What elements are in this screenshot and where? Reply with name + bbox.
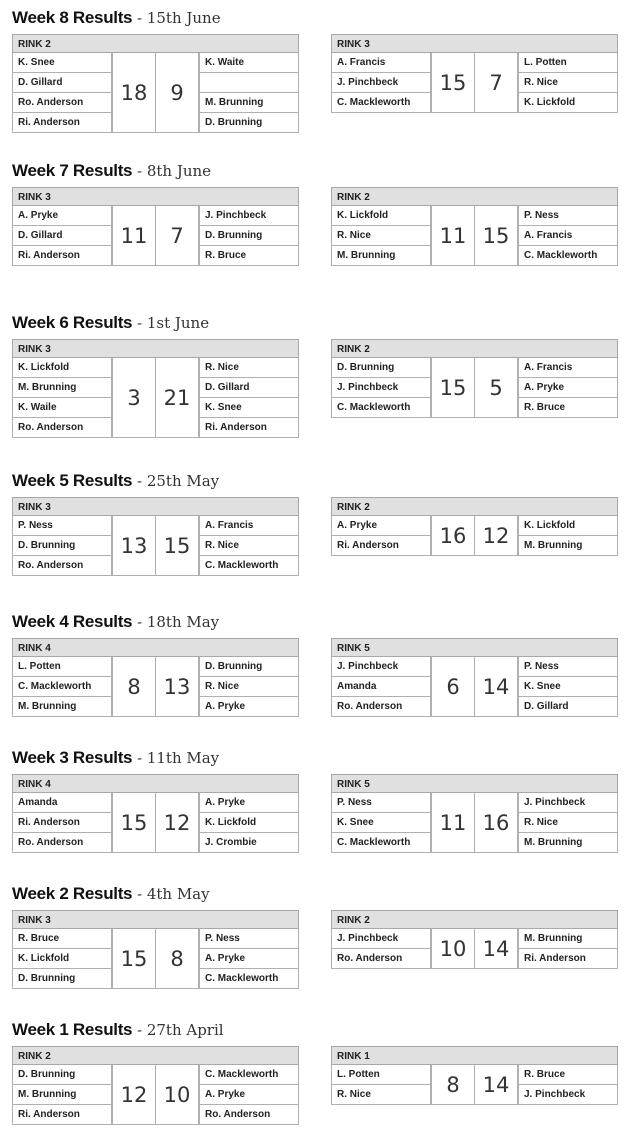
player-name: M. Brunning	[12, 697, 112, 717]
player-name: A. Pryke	[199, 697, 299, 717]
week-separator: -	[132, 885, 147, 903]
week-heading	[12, 612, 219, 633]
player-name: P. Ness	[518, 206, 618, 226]
player-name: J. Crombie	[199, 833, 299, 853]
player-name: J. Pinchbeck	[331, 657, 431, 677]
player-name: K. Snee	[331, 813, 431, 833]
player-name: R. Nice	[199, 677, 299, 697]
away-team	[518, 358, 618, 418]
player-name: R. Bruce	[12, 929, 112, 949]
week-heading	[12, 1020, 224, 1041]
player-name: R. Bruce	[199, 246, 299, 266]
home-score: 18	[112, 53, 156, 133]
rink-label: RINK 4	[12, 638, 299, 657]
home-score: 16	[431, 516, 475, 556]
away-team	[199, 793, 299, 853]
rink-card	[12, 34, 299, 133]
week-title: Week 4 Results	[12, 612, 133, 631]
player-name: Amanda	[12, 793, 112, 813]
player-name: D. Brunning	[199, 113, 299, 133]
player-name: M. Brunning	[518, 833, 618, 853]
player-name: D. Gillard	[518, 697, 618, 717]
player-name: K. Snee	[199, 398, 299, 418]
home-team	[12, 657, 112, 717]
home-team	[12, 793, 112, 853]
week-title: Week 5 Results	[12, 471, 133, 490]
player-name: Ri. Anderson	[331, 536, 431, 556]
player-name: M. Brunning	[518, 929, 618, 949]
player-name: Amanda	[331, 677, 431, 697]
away-score: 14	[475, 1065, 518, 1105]
player-name: C. Mackleworth	[199, 556, 299, 576]
away-score: 8	[156, 929, 199, 989]
away-score: 15	[475, 206, 518, 266]
home-score: 11	[431, 793, 475, 853]
player-name: R. Nice	[518, 813, 618, 833]
away-team	[518, 793, 618, 853]
week-separator: -	[132, 162, 147, 180]
home-team	[331, 793, 431, 853]
player-name: Ro. Anderson	[331, 949, 431, 969]
player-name: C. Mackleworth	[199, 1065, 299, 1085]
week-separator: -	[132, 314, 147, 332]
home-score: 12	[112, 1065, 156, 1125]
player-name: K. Waile	[12, 398, 112, 418]
player-name: L. Potten	[12, 657, 112, 677]
player-name: P. Ness	[199, 929, 299, 949]
week-date: 18th May	[146, 613, 220, 631]
away-team	[518, 53, 618, 113]
player-name: M. Brunning	[518, 536, 618, 556]
player-name: J. Pinchbeck	[331, 929, 431, 949]
rink-card	[12, 774, 299, 853]
week-separator: -	[132, 1021, 147, 1039]
player-name: Ro. Anderson	[12, 833, 112, 853]
rink-label: RINK 2	[331, 339, 618, 358]
away-score: 15	[156, 516, 199, 576]
player-name: R. Nice	[199, 536, 299, 556]
away-team	[199, 929, 299, 989]
player-name: R. Nice	[331, 226, 431, 246]
rink-body	[12, 657, 299, 717]
player-name: A. Pryke	[331, 516, 431, 536]
rink-card	[12, 497, 299, 576]
home-score: 3	[112, 358, 156, 438]
week-heading	[12, 161, 211, 182]
home-team	[12, 206, 112, 266]
home-team	[331, 53, 431, 113]
away-team	[199, 206, 299, 266]
week-separator: -	[132, 472, 147, 490]
week-heading	[12, 748, 219, 769]
player-name: K. Lickfold	[199, 813, 299, 833]
rink-label: RINK 2	[12, 34, 299, 53]
rink-body	[331, 1065, 618, 1105]
rink-label: RINK 4	[12, 774, 299, 793]
away-team	[199, 516, 299, 576]
rink-label: RINK 3	[12, 339, 299, 358]
rink-label: RINK 3	[12, 497, 299, 516]
player-name: Ri. Anderson	[12, 813, 112, 833]
player-name: C. Mackleworth	[331, 93, 431, 113]
player-name: M. Brunning	[199, 93, 299, 113]
away-score: 12	[475, 516, 518, 556]
away-score: 14	[475, 929, 518, 969]
player-name: R. Nice	[518, 73, 618, 93]
rink-body	[12, 53, 299, 133]
player-name: C. Mackleworth	[518, 246, 618, 266]
player-name: Ri. Anderson	[518, 949, 618, 969]
away-score: 9	[156, 53, 199, 133]
home-score: 11	[112, 206, 156, 266]
away-team	[199, 657, 299, 717]
away-score: 12	[156, 793, 199, 853]
home-team	[331, 929, 431, 969]
rink-card	[331, 34, 618, 113]
away-score: 21	[156, 358, 199, 438]
week-separator: -	[132, 613, 147, 631]
player-name: J. Pinchbeck	[199, 206, 299, 226]
player-name: K. Lickfold	[12, 358, 112, 378]
rink-card	[12, 187, 299, 266]
away-team	[199, 53, 299, 133]
rink-body	[12, 206, 299, 266]
away-team	[518, 929, 618, 969]
home-team	[331, 657, 431, 717]
player-name	[199, 73, 299, 93]
week-date: 8th June	[146, 162, 212, 180]
player-name: P. Ness	[12, 516, 112, 536]
player-name: A. Pryke	[518, 378, 618, 398]
week-heading	[12, 471, 219, 492]
rink-body	[12, 358, 299, 438]
player-name: D. Brunning	[12, 1065, 112, 1085]
player-name: C. Mackleworth	[12, 677, 112, 697]
away-score: 13	[156, 657, 199, 717]
player-name: M. Brunning	[12, 1085, 112, 1105]
week-separator: -	[132, 749, 147, 767]
rink-card	[331, 1046, 618, 1105]
player-name: J. Pinchbeck	[518, 793, 618, 813]
home-score: 15	[431, 53, 475, 113]
rink-label: RINK 5	[331, 638, 618, 657]
week-date: 15th June	[146, 9, 221, 27]
home-team	[331, 516, 431, 556]
home-score: 6	[431, 657, 475, 717]
player-name: J. Pinchbeck	[331, 73, 431, 93]
player-name: D. Brunning	[199, 226, 299, 246]
away-score: 10	[156, 1065, 199, 1125]
week-title: Week 6 Results	[12, 313, 133, 332]
rink-card	[331, 774, 618, 853]
rink-body	[331, 206, 618, 266]
player-name: K. Lickfold	[331, 206, 431, 226]
rink-card	[331, 497, 618, 556]
player-name: A. Pryke	[199, 793, 299, 813]
home-score: 8	[431, 1065, 475, 1105]
rink-card	[12, 638, 299, 717]
week-date: 1st June	[146, 314, 210, 332]
player-name: Ri. Anderson	[12, 1105, 112, 1125]
rink-body	[12, 929, 299, 989]
home-score: 15	[112, 793, 156, 853]
player-name: Ri. Anderson	[12, 246, 112, 266]
rink-label: RINK 3	[12, 187, 299, 206]
week-date: 25th May	[146, 472, 220, 490]
rink-label: RINK 2	[12, 1046, 299, 1065]
player-name: D. Gillard	[12, 226, 112, 246]
home-score: 10	[431, 929, 475, 969]
player-name: A. Pryke	[12, 206, 112, 226]
rink-card	[331, 638, 618, 717]
rink-body	[12, 1065, 299, 1125]
player-name: K. Waite	[199, 53, 299, 73]
away-score: 14	[475, 657, 518, 717]
rink-card	[331, 339, 618, 418]
player-name: A. Francis	[518, 226, 618, 246]
home-team	[12, 929, 112, 989]
rink-label: RINK 2	[331, 497, 618, 516]
player-name: M. Brunning	[331, 246, 431, 266]
home-score: 8	[112, 657, 156, 717]
away-team	[199, 358, 299, 438]
home-team	[331, 358, 431, 418]
player-name: A. Pryke	[199, 949, 299, 969]
rink-card	[12, 339, 299, 438]
player-name: C. Mackleworth	[331, 833, 431, 853]
player-name: D. Brunning	[331, 358, 431, 378]
player-name: R. Nice	[331, 1085, 431, 1105]
player-name: R. Bruce	[518, 398, 618, 418]
home-score: 15	[431, 358, 475, 418]
player-name: D. Brunning	[12, 536, 112, 556]
week-title: Week 1 Results	[12, 1020, 133, 1039]
rink-body	[331, 657, 618, 717]
player-name: A. Francis	[199, 516, 299, 536]
home-team	[12, 1065, 112, 1125]
rink-label: RINK 5	[331, 774, 618, 793]
player-name: A. Francis	[518, 358, 618, 378]
week-title: Week 2 Results	[12, 884, 133, 903]
rink-card	[331, 910, 618, 969]
home-team	[12, 53, 112, 133]
rink-body	[331, 793, 618, 853]
player-name: A. Francis	[331, 53, 431, 73]
away-team	[518, 206, 618, 266]
week-heading	[12, 313, 209, 334]
week-title: Week 3 Results	[12, 748, 133, 767]
away-team	[518, 657, 618, 717]
player-name: Ro. Anderson	[331, 697, 431, 717]
away-team	[199, 1065, 299, 1125]
player-name: R. Bruce	[518, 1065, 618, 1085]
home-team	[331, 206, 431, 266]
rink-body	[331, 516, 618, 556]
rink-body	[12, 516, 299, 576]
player-name: Ro. Anderson	[12, 93, 112, 113]
rink-card	[12, 1046, 299, 1125]
home-score: 11	[431, 206, 475, 266]
player-name: D. Brunning	[12, 969, 112, 989]
player-name: C. Mackleworth	[199, 969, 299, 989]
week-title: Week 8 Results	[12, 8, 133, 27]
player-name: A. Pryke	[199, 1085, 299, 1105]
player-name: Ri. Anderson	[199, 418, 299, 438]
week-heading	[12, 8, 221, 29]
rink-body	[331, 53, 618, 113]
home-score: 15	[112, 929, 156, 989]
away-score: 16	[475, 793, 518, 853]
player-name: Ri. Anderson	[12, 113, 112, 133]
player-name: C. Mackleworth	[331, 398, 431, 418]
player-name: K. Lickfold	[518, 93, 618, 113]
player-name: D. Brunning	[199, 657, 299, 677]
player-name: L. Potten	[331, 1065, 431, 1085]
week-separator: -	[132, 9, 147, 27]
player-name: R. Nice	[199, 358, 299, 378]
week-heading	[12, 884, 210, 905]
player-name: D. Gillard	[12, 73, 112, 93]
player-name: L. Potten	[518, 53, 618, 73]
player-name: K. Lickfold	[518, 516, 618, 536]
player-name: Ro. Anderson	[12, 418, 112, 438]
rink-card	[331, 187, 618, 266]
rink-body	[331, 358, 618, 418]
player-name: K. Snee	[12, 53, 112, 73]
player-name: P. Ness	[518, 657, 618, 677]
player-name: P. Ness	[331, 793, 431, 813]
home-team	[12, 358, 112, 438]
rink-label: RINK 2	[331, 187, 618, 206]
player-name: J. Pinchbeck	[331, 378, 431, 398]
player-name: K. Snee	[518, 677, 618, 697]
player-name: D. Gillard	[199, 378, 299, 398]
home-score: 13	[112, 516, 156, 576]
player-name: Ro. Anderson	[12, 556, 112, 576]
away-score: 5	[475, 358, 518, 418]
player-name: J. Pinchbeck	[518, 1085, 618, 1105]
away-score: 7	[475, 53, 518, 113]
rink-card	[12, 910, 299, 989]
player-name: K. Lickfold	[12, 949, 112, 969]
home-team	[12, 516, 112, 576]
rink-body	[331, 929, 618, 969]
rink-label: RINK 3	[12, 910, 299, 929]
week-date: 27th April	[146, 1021, 224, 1039]
home-team	[331, 1065, 431, 1105]
week-date: 11th May	[146, 749, 220, 767]
away-team	[518, 1065, 618, 1105]
player-name: Ro. Anderson	[199, 1105, 299, 1125]
rink-label: RINK 3	[331, 34, 618, 53]
week-title: Week 7 Results	[12, 161, 133, 180]
rink-body	[12, 793, 299, 853]
week-date: 4th May	[146, 885, 210, 903]
away-team	[518, 516, 618, 556]
player-name: M. Brunning	[12, 378, 112, 398]
rink-label: RINK 1	[331, 1046, 618, 1065]
rink-label: RINK 2	[331, 910, 618, 929]
away-score: 7	[156, 206, 199, 266]
